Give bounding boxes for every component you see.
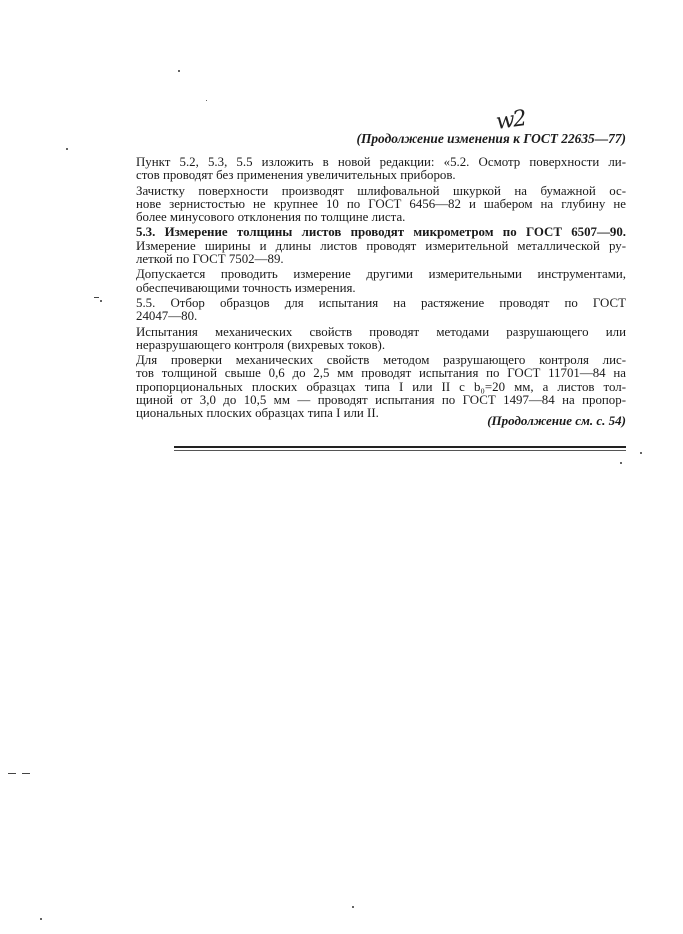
continuation-footer: (Продолжение см. с. 54) (487, 413, 626, 428)
text-line: щиной от 3,0 до 10,5 мм — проводят испытания по ГОСТ 1497—84 на пропор- (136, 393, 626, 408)
text-line: нове зернистостью не крупнее 10 по ГОСТ 6456—82 и шабером на глубину не (136, 196, 626, 211)
paragraph-5 (120, 297, 626, 324)
scan-speck (100, 300, 102, 302)
scan-speck (352, 906, 354, 908)
scan-speck (178, 70, 180, 72)
scan-speck (66, 148, 68, 150)
horizontal-rule (174, 446, 626, 448)
paragraph-3 (120, 226, 626, 266)
scan-dash (8, 773, 16, 774)
continuation-header: (Продолжение изменения к ГОСТ 22635—77) (356, 131, 626, 146)
scan-speck (640, 452, 642, 454)
text-line: циональных плоских образцах типа I или II. (136, 406, 379, 421)
text-line: Испытания механических свойств проводят методами разрушающего или (136, 324, 626, 339)
paragraph-4 (120, 268, 626, 295)
text-line: Пункт 5.2, 5.3, 5.5 изложить в новой редакции: «5.2. Осмотр поверхности ли- (136, 155, 626, 169)
text-line: стов проводят без применения увеличительных приборов. (136, 168, 456, 183)
text-line: 5.5. Отбор образцов для испытания на растяжение проводят по ГОСТ (136, 295, 626, 310)
scan-speck (206, 100, 207, 101)
text-line: 5.3. Измерение толщины листов проводят микрометром по ГОСТ 6507—90. (136, 225, 626, 240)
paragraph-1 (120, 156, 626, 183)
paragraph-2 (120, 185, 626, 225)
text-line: пропорциональных плоских образцах типа I или II с b₀=20 мм, а листов тол- (136, 379, 626, 394)
text-line: леткой по ГОСТ 7502—89. (136, 252, 284, 267)
text-line: Измерение ширины и длины листов проводят измерительной металлической ру- (136, 238, 626, 253)
text-line: тов толщиной свыше 0,6 до 2,5 мм проводят испытания по ГОСТ 11701—84 на (136, 366, 626, 381)
horizontal-rule-thin (174, 450, 626, 451)
scan-speck (40, 918, 42, 920)
text-line: более минусового отклонения по толщине листа. (136, 210, 406, 225)
text-line: Зачистку поверхности производят шлифовальной шкуркой на бумажной ос- (136, 183, 626, 198)
text-line: Для проверки механических свойств методом разрушающего контроля лис- (136, 353, 626, 368)
scan-dash (22, 773, 30, 774)
text-line: Допускается проводить измерение другими измерительными инструментами, (136, 267, 626, 282)
text-line: 24047—80. (136, 309, 198, 324)
paragraph-7 (120, 354, 626, 420)
document-body (120, 156, 626, 421)
text-line: неразрушающего контроля (вихревых токов). (136, 337, 386, 352)
scan-dash (94, 297, 99, 298)
scan-speck (620, 462, 622, 464)
paragraph-6 (120, 326, 626, 353)
text-line: обеспечивающими точность измерения. (136, 280, 356, 295)
handwritten-mark: w2 (494, 106, 527, 135)
